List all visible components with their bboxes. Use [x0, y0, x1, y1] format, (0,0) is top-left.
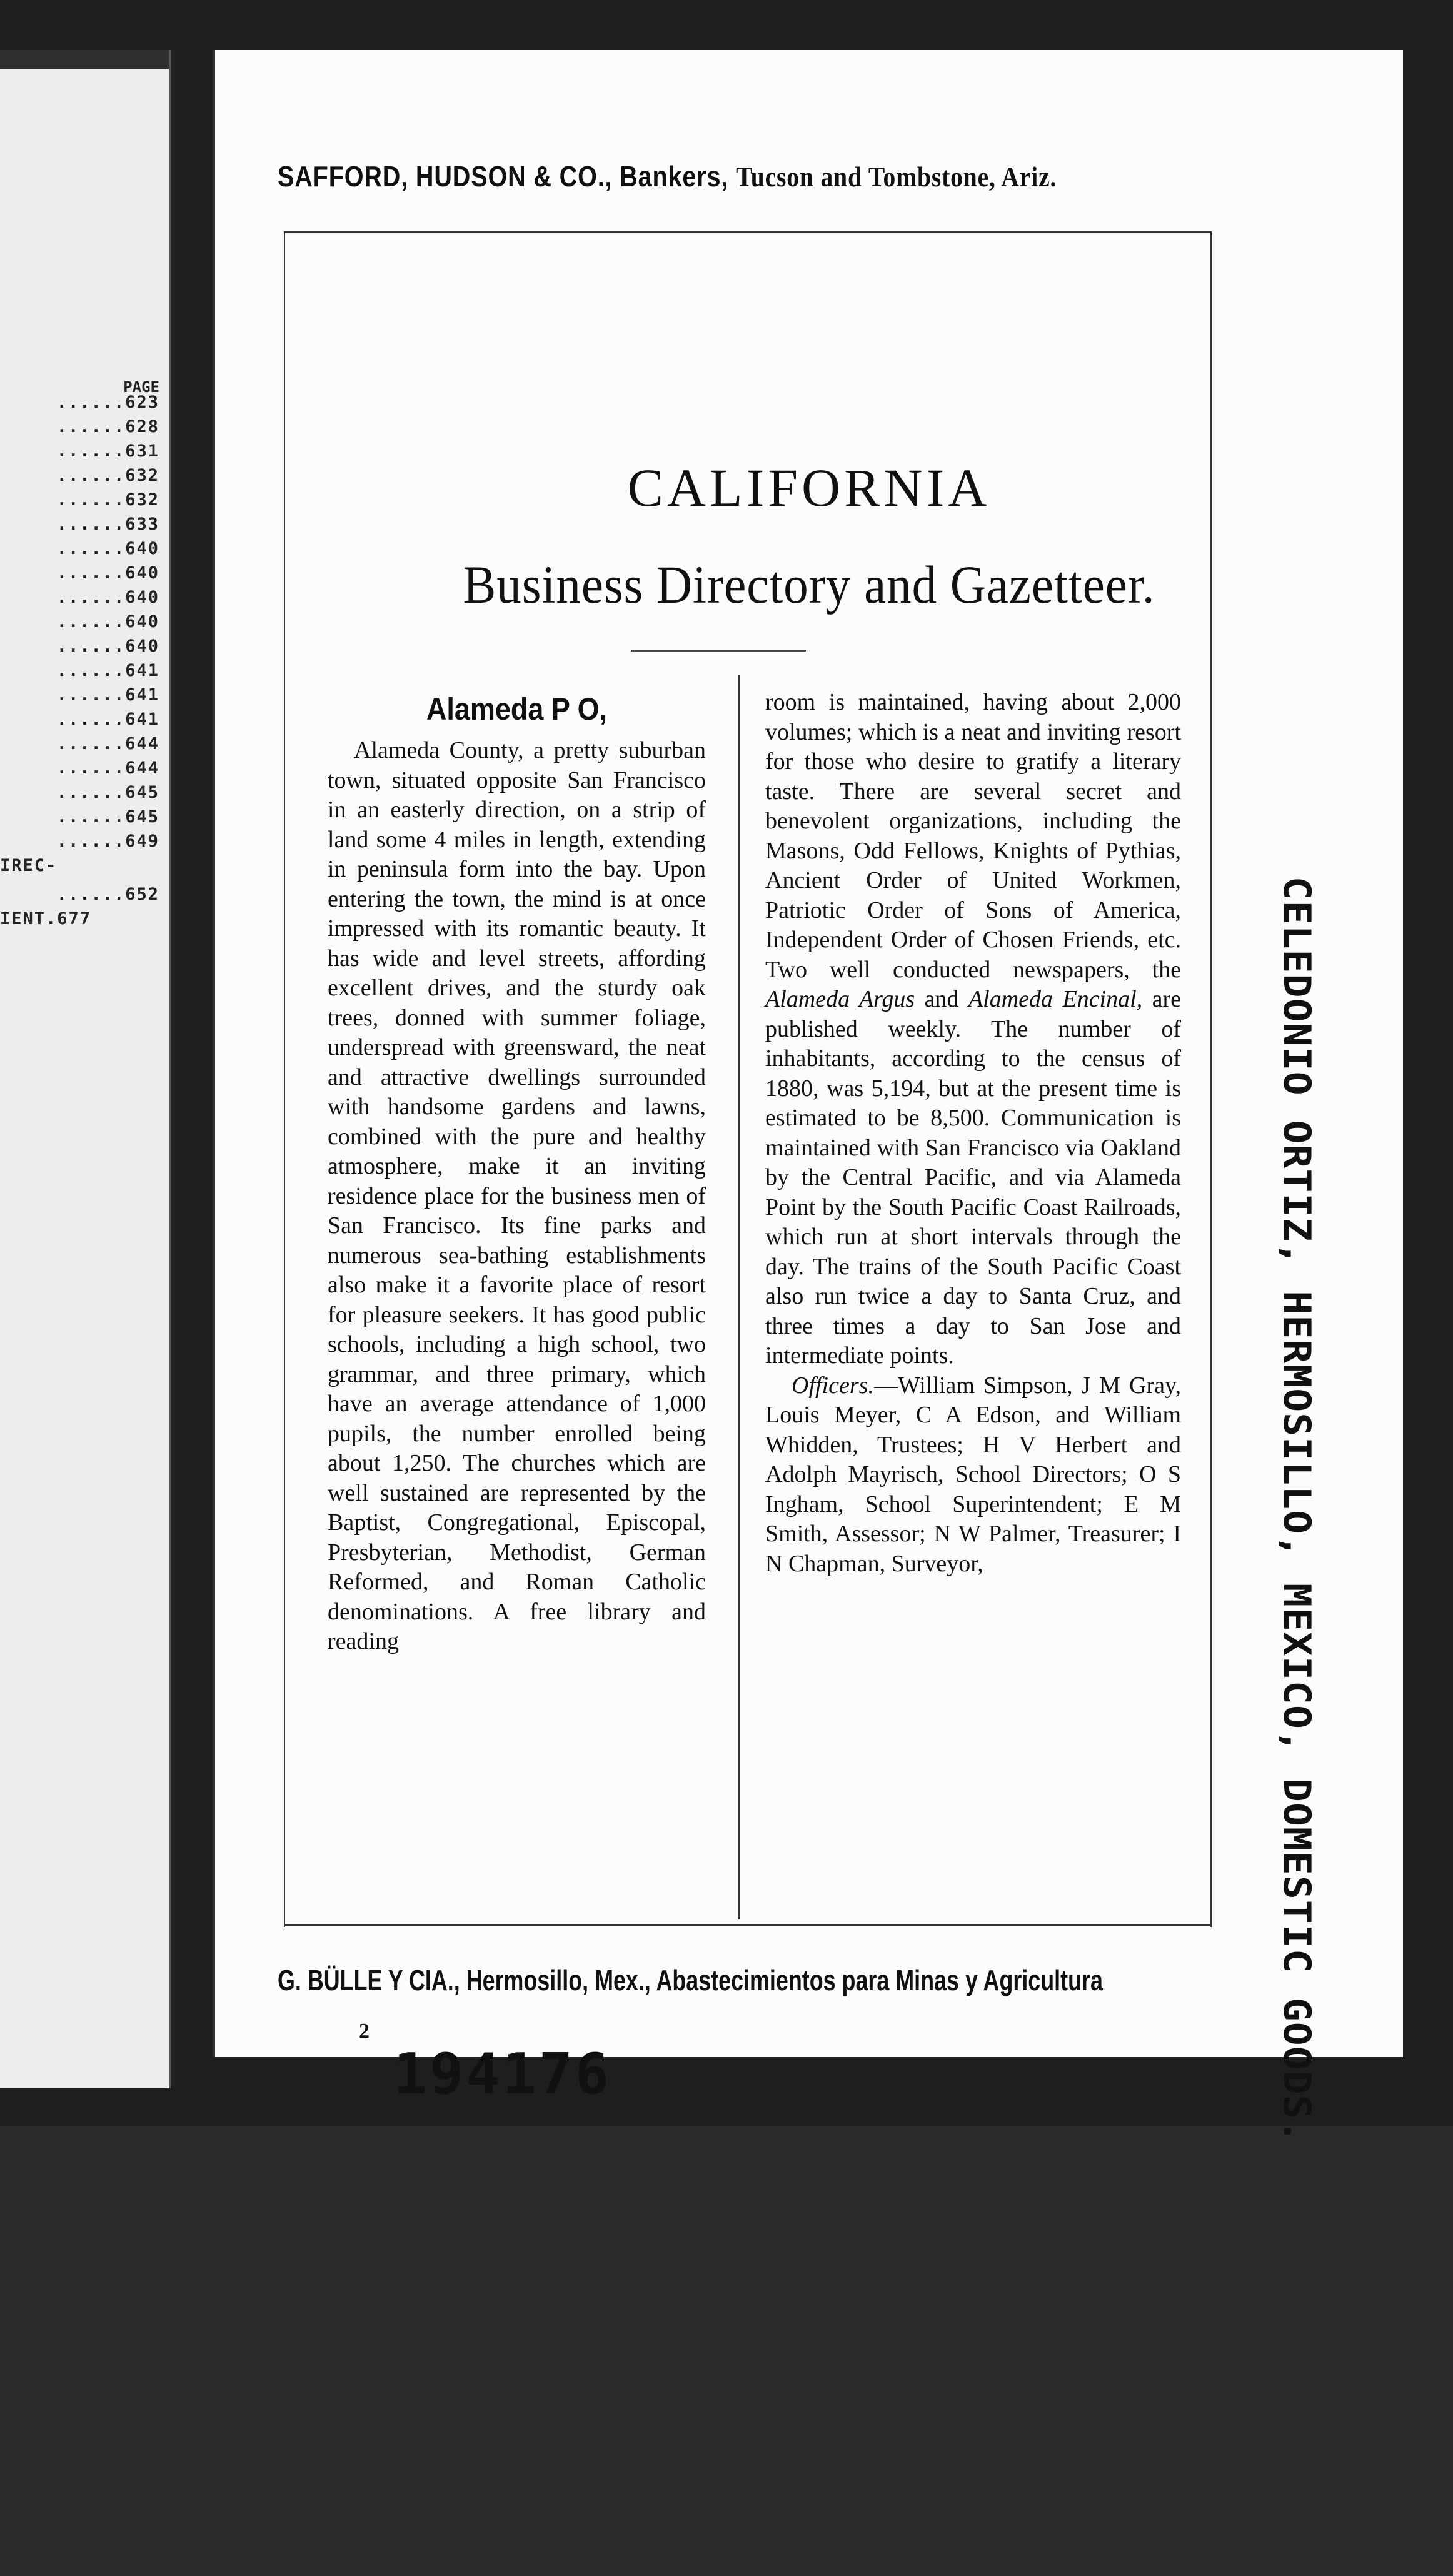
- toc-entry: ......644: [56, 758, 159, 778]
- footer-advertisement: G. BÜLLE Y CIA., Hermosillo, Mex., Abastecimientos para Minas y Agricultura: [278, 1964, 1103, 1996]
- toc-entry: ......640: [56, 588, 159, 607]
- toc-entry: IREC-: [0, 856, 58, 875]
- toc-entry: ......645: [56, 783, 159, 802]
- toc-entry: ......633: [56, 515, 159, 534]
- directory-page: [213, 50, 1403, 2144]
- toc-entry: ......645: [56, 807, 159, 827]
- previous-page-edge: [0, 50, 171, 2088]
- header-firm: SAFFORD, HUDSON & CO., Bankers,: [278, 160, 729, 193]
- accession-stamp: 194176: [393, 2041, 612, 2107]
- toc-entry: ......623: [56, 393, 159, 412]
- newspaper-name: Alameda Encinal,: [968, 986, 1143, 1012]
- page-subtitle: Business Directory and Gazetteer.: [463, 555, 1155, 615]
- page-number: 2: [359, 2020, 370, 2043]
- previous-page-dark-corner: [0, 50, 169, 69]
- toc-entry: ......640: [56, 563, 159, 583]
- toc-entry: ......652: [56, 885, 159, 904]
- toc-page-header: PAGE: [123, 378, 159, 396]
- left-column: [328, 691, 706, 1657]
- toc-entry: ......640: [56, 636, 159, 656]
- side-advertisement: [1203, 700, 1319, 2576]
- toc-entry: ......641: [56, 710, 159, 729]
- right-column: [765, 688, 1181, 1579]
- header-advertisement: [278, 159, 1192, 193]
- toc-entry: ......632: [56, 490, 159, 510]
- header-location: Tucson and Tombstone, Ariz.: [736, 161, 1057, 193]
- title-divider: [631, 650, 806, 652]
- toc-entry: ......644: [56, 734, 159, 753]
- toc-entry: ......649: [56, 832, 159, 851]
- toc-entry: ......631: [56, 441, 159, 461]
- text-after-newspapers: are published weekly. The number of inhabitants, according to the census of 1880, was 5,194, but at the present time is estimated to be 8,500. Communication is maintained with San Francisco via Oakland by the Central Pacific, and via Alameda Point by the South Pacific Coast Railroads, which run at short intervals through the day. The trains of the South Pacific Coast also run twice a day to Santa Cruz, and three times a day to San Jose and intermediate points.: [765, 986, 1182, 1369]
- officers-label: Officers.: [792, 1372, 874, 1399]
- toc-entry: ......640: [56, 539, 159, 558]
- toc-entry: ......628: [56, 417, 159, 436]
- page-border-bottom: [284, 1924, 1212, 1926]
- toc-entry: ......632: [56, 466, 159, 485]
- toc-entry: ......640: [56, 612, 159, 631]
- entry-heading: Alameda P O,: [426, 692, 608, 727]
- entry-description: Alameda County, a pretty suburban town, situated opposite San Francisco in an easterly direction, on a strip of land some 4 miles in length, extending in peninsula form into the bay. Upon entering the town, the mind is at once impressed with its romantic beauty. It has wide and level streets, affording excellent drives, and the sturdy oak trees, donned with summer foliage, underspread with greensward, the neat and attractive dwellings surrounded with handsome gardens and lawns, combined with the pure and healthy atmosphere, make it an inviting residence place for the business men of San Francisco. Its fine parks and numerous sea-bathing establishments also make it a favorite place of resort for pleasure seekers. It has good public schools, including a high school, two grammar, and three primary, which have an average attendance of 1,000 pupils, the number enrolled being about 1,250. The churches which are well sustained are represented by the Baptist, Congregational, Episcopal, Presbyterian, Methodist, German Reformed, and Roman Catholic denominations. A free library and reading: [328, 737, 706, 1654]
- toc-entry: ......641: [56, 661, 159, 680]
- conjunction: and: [924, 986, 959, 1012]
- entry-description-continued: [765, 688, 1181, 1371]
- officers-list: —William Simpson, J M Gray, Louis Meyer, C A Edson, and William Whidden, Trustees; H V Herbert and Adolph Mayrisch, School Directors; O S Ingham, School Superintendent; E M Smith, Assessor; N W Palmer, Treasurer; I N Chapman, Surveyor,: [765, 1372, 1181, 1577]
- column-divider: [738, 675, 740, 1919]
- side-advertisement-text: CELEDONIO ORTIZ, HERMOSILLO, MEXICO, DOMESTIC GOODS.: [1275, 876, 1319, 2144]
- toc-entry: IENT.677: [0, 909, 92, 928]
- text-before-newspapers: room is maintained, having about 2,000 volumes; which is a neat and inviting resort for those who desire to gratify a literary taste. There are several secret and benevolent organizations, including the Masons, Odd Fellows, Knights of Pythias, Ancient Order of United Workmen, Patriotic Order of Sons of America, Independent Order of Chosen Friends, etc. Two well conducted newspapers, the: [765, 689, 1181, 983]
- page-title: CALIFORNIA: [627, 458, 991, 518]
- newspaper-name: Alameda Argus: [765, 986, 915, 1012]
- toc-entry: ......641: [56, 685, 159, 705]
- officers-paragraph: [765, 1371, 1181, 1579]
